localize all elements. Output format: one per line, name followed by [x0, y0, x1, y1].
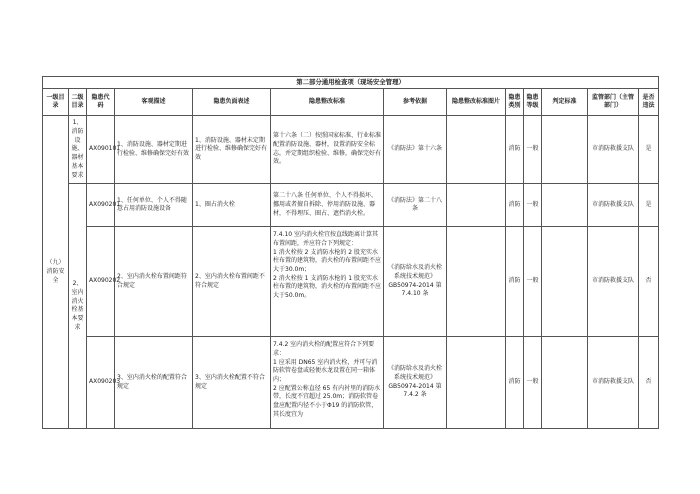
level2-cell: 1、消防设施、器材基本要求 — [69, 116, 87, 184]
code-cell: AX090201 — [87, 184, 115, 227]
table-row — [43, 116, 659, 184]
image-cell — [447, 116, 506, 184]
inspection-sheet — [42, 76, 658, 429]
table-row — [43, 227, 659, 337]
desc-cell: 3、室内消火栓的配置符合规定 — [115, 337, 193, 429]
category-cell: 消防 — [506, 184, 524, 227]
dept-cell: 市消防救援支队 — [588, 116, 639, 184]
dept-cell: 市消防救援支队 — [588, 337, 639, 429]
image-cell — [447, 337, 506, 429]
image-cell — [447, 184, 506, 227]
judge-cell — [542, 337, 588, 429]
header-desc: 客观描述 — [115, 89, 193, 116]
table-row — [43, 337, 659, 429]
standard-line: 2 应配置公称直径 65 有内衬里的消防水带，长度不宜超过 25.0m；消防软管卷盘应配置内径不小于Φ19 的消防软管，其长度宜为 — [273, 384, 381, 418]
negative-cell: 1、消防设施、器材未定期进行检验、维修确保完好有效 — [193, 116, 271, 184]
desc-cell: 1、任何单位、个人不得随意占用消防设施设备 — [115, 184, 193, 227]
header-dept: 监管部门（主管部门） — [588, 89, 639, 116]
header-category: 隐患类别 — [506, 89, 524, 116]
judge-cell — [542, 227, 588, 337]
header-level2: 二级目录 — [69, 89, 87, 116]
judge-cell — [542, 184, 588, 227]
header-code: 隐患代码 — [87, 89, 115, 116]
category-cell: 消防 — [506, 337, 524, 429]
grade-cell: 一般 — [524, 116, 542, 184]
standard-line: 1 应采用 DN65 室内消火栓，并可与消防软管卷盘或轻便水龙设置在同一箱体内； — [273, 358, 378, 384]
desc-cell: 1、消防设施、器材定期进行检验、维修确保完好有效 — [115, 116, 193, 184]
basis-cell: 《消防法》第二十八条 — [384, 184, 447, 227]
standard-line: 7.4.10 室内消火栓宜按直线距离计算其布置间距，并应符合下列规定： — [273, 231, 378, 247]
level1-cell: （九）消防安全 — [43, 116, 69, 429]
standard-line: 2 消火栓按 1 支消防水枪的 1 股充实水柱布置的建筑物，消火栓的布置间距不应大于50.0m。 — [273, 274, 382, 300]
header-illegal: 是否违法 — [639, 89, 659, 116]
standard-cell — [271, 337, 384, 429]
standard-cell: 第二十八条 任何单位、个人不得损坏、挪用或者擅自拆除、停用消防设施、器材，不得埋压、圈占、遮挡消火栓。 — [271, 184, 384, 227]
negative-cell: 3、室内消火栓配置不符合规定 — [193, 337, 271, 429]
header-standard: 隐患整改标准 — [271, 89, 384, 116]
standard-cell — [271, 227, 384, 337]
illegal-cell: 否 — [639, 227, 659, 337]
dept-cell: 市消防救援支队 — [588, 184, 639, 227]
negative-cell: 2、室内消火栓布置间距不符合规定 — [193, 227, 271, 337]
grade-cell: 一般 — [524, 184, 542, 227]
category-cell: 消防 — [506, 227, 524, 337]
code-cell: AX090202 — [87, 227, 115, 337]
illegal-cell: 是 — [639, 116, 659, 184]
header-judge: 判定标准 — [542, 89, 588, 116]
category-cell: 消防 — [506, 116, 524, 184]
illegal-cell: 否 — [639, 337, 659, 429]
header-level1: 一级目录 — [43, 89, 69, 116]
basis-cell: 《消防法》第十六条 — [384, 116, 447, 184]
grade-cell: 一般 — [524, 227, 542, 337]
basis-cell: 《消防给水及消火栓系统技术规范》GB50974-2014 第 7.4.2 条 — [384, 337, 447, 429]
inspection-table — [42, 76, 659, 429]
standard-line: 1 消火栓按 2 支消防水枪的 2 股充实水柱布置的建筑物，消火栓的布置间距不应大于30.0m； — [273, 248, 382, 274]
header-negative: 隐患负面表述 — [193, 89, 271, 116]
level2-cell: 2、室内消火栓基本要求 — [69, 184, 87, 429]
desc-cell: 2、室内消火栓布置间距符合规定 — [115, 227, 193, 337]
header-basis: 参考依据 — [384, 89, 447, 116]
header-row — [43, 89, 659, 116]
table-title: 第二部分通用检查项（现场安全管理） — [43, 77, 659, 89]
dept-cell: 市消防救援支队 — [588, 227, 639, 337]
image-cell — [447, 227, 506, 337]
code-cell: AX090101 — [87, 116, 115, 184]
negative-cell: 1、圈占消火栓 — [193, 184, 271, 227]
header-image: 隐患整改标准图片 — [447, 89, 506, 116]
header-grade: 隐患等级 — [524, 89, 542, 116]
code-cell: AX090203 — [87, 337, 115, 429]
table-row — [43, 184, 659, 227]
standard-cell: 第十六条（二）按照国家标准、行业标准配置消防设施、器材，设置消防安全标志，并定期组织检验、维修，确保完好有效。 — [271, 116, 384, 184]
basis-cell: 《消防给水及消火栓系统技术规范》GB50974-2014 第 7.4.10 条 — [384, 227, 447, 337]
standard-line: 7.4.2 室内消火栓的配置应符合下列要求： — [273, 341, 375, 357]
illegal-cell: 是 — [639, 184, 659, 227]
grade-cell: 一般 — [524, 337, 542, 429]
judge-cell — [542, 116, 588, 184]
